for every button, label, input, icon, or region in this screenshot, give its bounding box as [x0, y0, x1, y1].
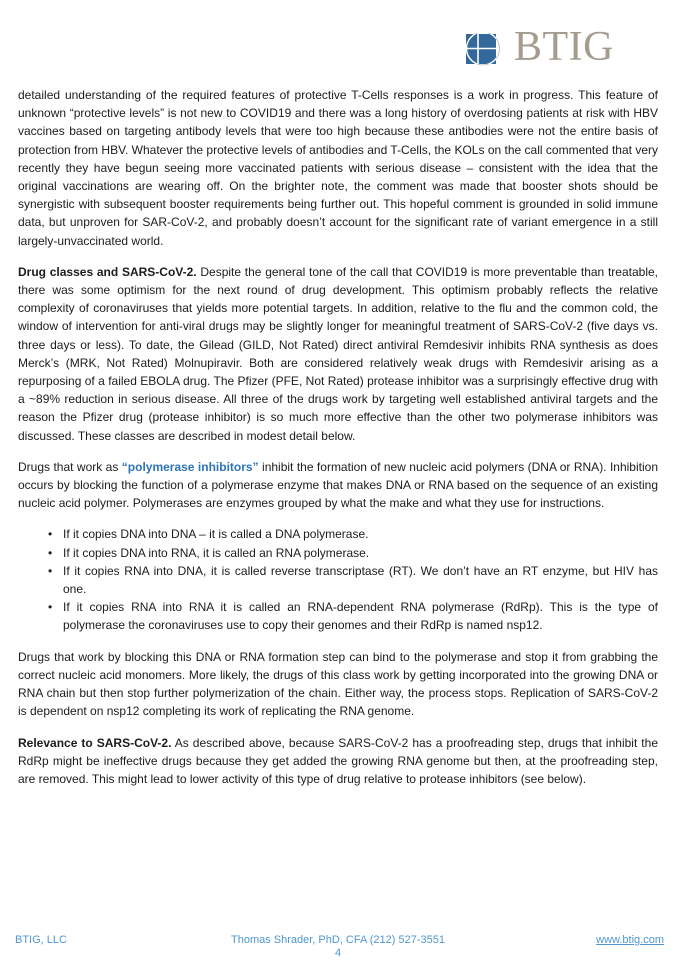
text-run: As described above, because SARS-CoV-2 has a proofreading step, drugs that inhibit the RdRp might be ineffective drugs because they get added the growing RNA genome but then, at the proofreading step, are removed. This might lead to lower activity of this type of drug relative to protease inhibitors (see below). [18, 735, 658, 786]
bold-lead-in: Drug classes and SARS-CoV-2. [18, 264, 197, 279]
bullet-item [18, 562, 658, 598]
btig-logo-mark-icon [466, 33, 508, 66]
btig-logo-wordmark: BTIG [514, 24, 614, 70]
document-body [18, 86, 658, 801]
highlighted-term: “polymerase inhibitors” [121, 459, 259, 474]
text-run: If it copies RNA into DNA, it is called reverse transcriptase (RT). We don’t have an RT enzyme, but HIV has one. [63, 563, 658, 597]
text-run: Drugs that work as [18, 459, 122, 474]
btig-logo [466, 24, 614, 70]
paragraph [18, 86, 658, 250]
text-run: Despite the general tone of the call that COVID19 is more preventable than treatable, there was some optimism for the next round of drug development. This optimism probably reflects the relative complexity of coronaviruses that yields more potential targets. In addition, relative to the flu and the common cold, the window of intervention for anti-viral drugs may be slightly longer for meaningful treatment of SARS-CoV-2 (five days vs. three days or less). To date, the Gilead (GILD, Not Rated) direct antiviral Remdesivir inhibits RNA synthesis as does Merck’s (MRK, Not Rated) Molnupiravir. Both are considered relatively weak drugs with Remdesivir arising as a repurposing of a failed EBOLA drug. The Pfizer (PFE, Not Rated) protease inhibitor was a surprisingly effective drug with a ~89% reduction in serious disease. All three of the drugs work by targeting well established antiviral targets and the reason the Pfizer drug (protease inhibitor) is so much more effective than the other two polymerase inhibitors was discussed. These classes are described in modest detail below. [18, 264, 658, 443]
paragraph [18, 734, 658, 789]
bold-lead-in: Relevance to SARS-CoV-2. [18, 735, 172, 750]
bullet-item [18, 525, 658, 543]
footer-website-link[interactable]: www.btig.com [596, 934, 664, 946]
bullet-list [18, 525, 658, 634]
page-number: 4 [334, 947, 342, 959]
footer-analyst-contact: Thomas Shrader, PhD, CFA (212) 527-3551 [230, 934, 445, 946]
bullet-item [18, 544, 658, 562]
text-run: If it copies DNA into RNA, it is called an RNA polymerase. [63, 545, 370, 560]
footer-company: BTIG, LLC [15, 934, 67, 946]
paragraph [18, 458, 658, 513]
text-run: detailed understanding of the required features of protective T-Cells responses is a work in progress. This feature of unknown “protective levels” is not new to COVID19 and there was a long history of overdosing patients at risk with HBV vaccines based on targeting antibody levels that were too high because these antibodies were not the entire basis of protection from HBV. Whatever the protective levels of antibodies and T-Cells, the KOLs on the call commented that very recently they have begun seeing more vaccinated patients with serious disease – consistent with the idea that the original vaccinations are wearing off. On the brighter note, the comment was made that booster shots should be synergistic with subsequent booster requirements being further out. This hopeful comment is grounded in solid immune data, but unproven for SAR-CoV-2, and probably doesn’t account for the significant rate of variant emergence in a still largely-unvaccinated world. [18, 88, 658, 248]
text-run: inhibit the formation of new nucleic acid polymers (DNA or RNA). Inhibition occurs by blocking the function of a polymerase enzyme that makes DNA or RNA based on the sequence of an existing nucleic acid polymer. Polymerases are enzymes grouped by what the make and what they use for instructions. [18, 459, 658, 511]
text-run: Drugs that work by blocking this DNA or RNA formation step can bind to the polymerase and stop it from grabbing the correct nucleic acid monomers. More likely, the drugs of this class work by getting incorporated into the growing DNA or RNA chain but then stop further polymerization of the chain. Either way, the process stops. Replication of SARS-CoV-2 is dependent on nsp12 completing its work of replicating the RNA genome. [18, 649, 658, 719]
paragraph [18, 263, 658, 445]
text-run: If it copies RNA into RNA it is called an RNA-dependent RNA polymerase (RdRp). This is the type of polymerase the coronaviruses use to copy their genomes and their RdRp is named nsp12. [63, 600, 658, 633]
paragraph [18, 648, 658, 721]
page-footer [0, 934, 676, 960]
bullet-item [18, 598, 658, 634]
text-run: If it copies DNA into DNA – it is called a DNA polymerase. [63, 527, 369, 542]
